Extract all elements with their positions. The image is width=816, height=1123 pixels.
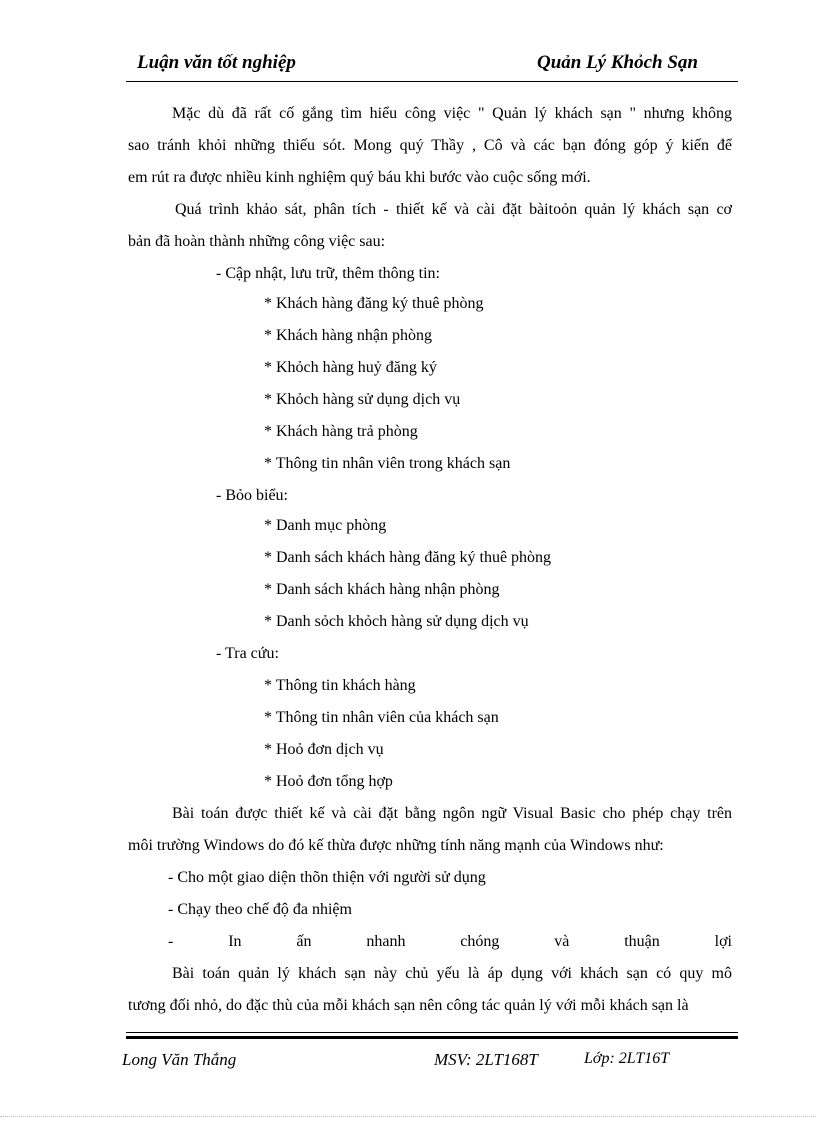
footer-student-id: MSV: 2LT168T (434, 1050, 538, 1069)
para2-line1: Quá trình khảo sát, phân tích - thiết kế và cài đặt bàitoỏn quản lý khách sạn cơ (175, 201, 732, 218)
list-item: * Khỏch hàng sử dụng dịch vụ (264, 391, 461, 408)
para4-line1: Bài toán quản lý khách sạn này chủ yếu là áp dụng với khách sạn có quy mô (172, 965, 732, 982)
list-item: * Khách hàng đăng ký thuê phòng (264, 295, 484, 312)
list-item: * Thông tin nhân viên trong khách sạn (264, 455, 511, 472)
list-item: * Khách hàng nhận phòng (264, 327, 432, 344)
footer-divider-thin (126, 1032, 738, 1033)
feature-item: - In ấn nhanh chóng và thuận lợi (168, 933, 732, 950)
para1-line1: Mặc dù đã rất cố gắng tìm hiểu công việc " Quản lý khách sạn " nhưng không (172, 105, 732, 122)
list-item: * Thông tin khách hàng (264, 677, 416, 694)
list-item: * Khách hàng trả phòng (264, 423, 418, 440)
list-item: * Danh mục phòng (264, 517, 387, 534)
para1-line3: em rút ra được nhiều kinh nghiệm quý báu khi bước vào cuộc sống mới. (128, 169, 591, 186)
header-thesis-title: Luận văn tốt nghiệp (137, 52, 296, 73)
section-lookup-title: - Tra cứu: (216, 645, 279, 662)
header-topic-title: Quản Lý Khỏch Sạn (536, 52, 698, 73)
header-divider (126, 81, 738, 82)
list-item: * Danh sách khách hàng nhận phòng (264, 581, 500, 598)
para3-line1: Bài toán được thiết kế và cài đặt bằng ngôn ngữ Visual Basic cho phép chạy trên (172, 805, 732, 822)
footer-class: Lớp: 2LT16T (584, 1050, 670, 1067)
list-item: * Danh sách khách hàng đăng ký thuê phòng (264, 549, 552, 566)
footer-divider-thick (126, 1036, 738, 1039)
list-item: * Khỏch hàng huỷ đăng ký (264, 359, 437, 376)
para1-line2: sao tránh khỏi những thiếu sót. Mong quý Thầy , Cô và các bạn đóng góp ý kiến để (128, 137, 732, 154)
list-item: * Thông tin nhân viên của khách sạn (264, 709, 499, 726)
list-item: * Hoỏ đơn tổng hợp (264, 773, 393, 790)
list-item: * Hoỏ đơn dịch vụ (264, 741, 384, 758)
feature-item: - Chạy theo chế độ đa nhiệm (168, 901, 352, 918)
list-item: * Danh sỏch khỏch hàng sử dụng dịch vụ (264, 613, 529, 630)
para3-line2: môi trường Windows do đó kế thừa được những tính năng mạnh của Windows như: (128, 837, 664, 854)
feature-item: - Cho một giao diện thõn thiện với người sử dụng (168, 869, 486, 886)
page-edge-guide (0, 1116, 816, 1117)
para4-line2: tương đối nhỏ, do đặc thù của mỗi khách sạn nên công tác quản lý với mỗi khách sạn là (128, 997, 689, 1014)
section-update-title: - Cập nhật, lưu trữ, thêm thông tin: (216, 265, 440, 282)
section-report-title: - Bỏo biểu: (216, 487, 288, 504)
para2-line2: bản đã hoàn thành những công việc sau: (128, 233, 386, 250)
footer-author: Long Văn Thắng (122, 1050, 237, 1069)
